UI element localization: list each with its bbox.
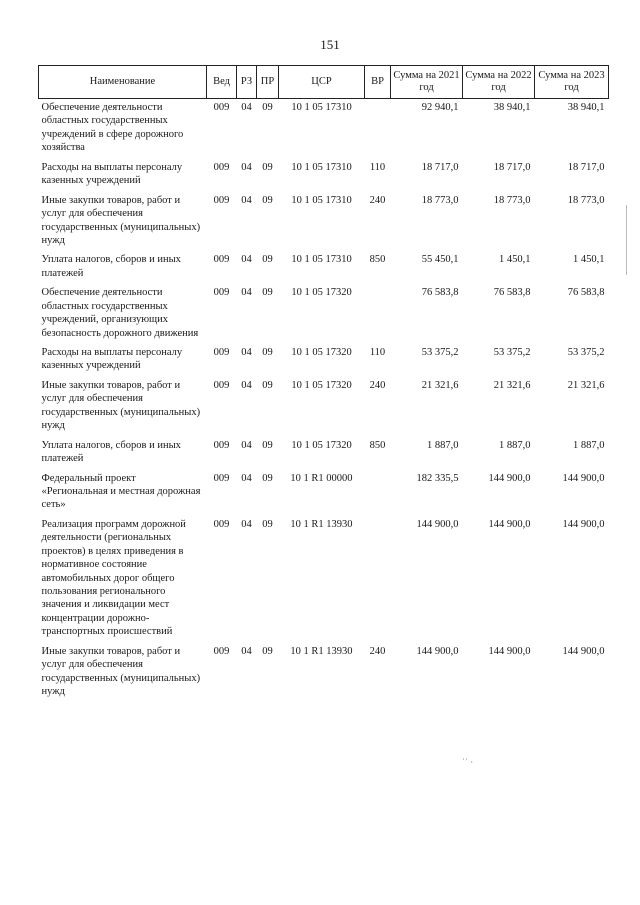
- cell-rz: 04: [241, 347, 252, 358]
- cell-ved: 009: [213, 439, 230, 451]
- table-header-row: [39, 66, 609, 99]
- cell-name: Обеспечение деятельности областных государственных учреждений, организующих безопасность дорожного движения: [41, 287, 199, 339]
- cell-sum-2021: 55 450,1: [421, 254, 459, 266]
- cell-csr: 10 1 05 17310: [291, 194, 352, 206]
- table-row: [39, 192, 609, 252]
- cell-sum-2023: 1 887,0: [573, 439, 605, 451]
- cell-pr: 09: [262, 379, 273, 391]
- cell-csr: 10 1 05 17310: [291, 102, 352, 113]
- cell-pr: 09: [262, 439, 273, 451]
- cell-sum-2023: 76 583,8: [567, 287, 605, 299]
- cell-vr: [365, 99, 391, 159]
- cell-ved: 009: [213, 518, 230, 530]
- cell-csr: 10 1 R1 00000: [290, 472, 353, 484]
- table-row: [39, 516, 609, 643]
- cell-csr: 10 1 05 17310: [291, 254, 352, 266]
- cell-ved: 009: [213, 287, 230, 299]
- cell-pr: 09: [262, 645, 273, 657]
- cell-pr: 09: [262, 518, 273, 530]
- cell-name: Федеральный проект «Региональная и местная дорожная сеть»: [41, 472, 201, 511]
- cell-pr: 09: [262, 287, 273, 299]
- cell-name: Обеспечение деятельности областных государственных учреждений в сфере дорожного хозяйства: [41, 102, 184, 154]
- cell-sum-2022: 76 583,8: [493, 287, 531, 299]
- table-row: [39, 251, 609, 284]
- cell-sum-2022: 18 773,0: [493, 194, 531, 206]
- header-rz: РЗ: [237, 66, 257, 99]
- cell-sum-2021: 144 900,0: [416, 518, 459, 530]
- cell-vr: [365, 284, 391, 344]
- cell-pr: 09: [262, 102, 273, 113]
- cell-vr: 240: [369, 379, 386, 391]
- header-name: Наименование: [39, 66, 207, 99]
- cell-sum-2023: 1 450,1: [573, 254, 605, 266]
- table-row: [39, 377, 609, 437]
- scan-smudge: ˙˙ ·: [462, 757, 474, 767]
- cell-csr: 10 1 05 17320: [291, 347, 352, 358]
- cell-name: Расходы на выплаты персоналу казенных учреждений: [41, 347, 183, 372]
- cell-name: Уплата налогов, сборов и иных платежей: [41, 439, 181, 465]
- header-sum-2023: Сумма на 2023 год: [535, 66, 609, 99]
- cell-sum-2023: 18 773,0: [567, 194, 605, 206]
- header-sum-2022: Сумма на 2022 год: [463, 66, 535, 99]
- cell-sum-2021: 53 375,2: [421, 347, 459, 358]
- cell-sum-2021: 92 940,1: [421, 102, 459, 113]
- cell-vr: [365, 516, 391, 643]
- table-row: [39, 470, 609, 516]
- cell-csr: 10 1 05 17320: [291, 379, 352, 391]
- cell-vr: 110: [369, 347, 386, 358]
- page-number: 151: [320, 37, 340, 52]
- cell-sum-2023: 18 717,0: [567, 161, 605, 173]
- cell-sum-2023: 53 375,2: [567, 347, 605, 358]
- cell-rz: 04: [241, 439, 252, 451]
- cell-sum-2021: 18 717,0: [421, 161, 459, 173]
- cell-sum-2023: 144 900,0: [562, 645, 605, 657]
- cell-rz: 04: [241, 287, 252, 299]
- cell-name: Иные закупки товаров, работ и услуг для обеспечения государственных (муниципальных) нужд: [41, 194, 201, 246]
- cell-rz: 04: [241, 645, 252, 657]
- cell-sum-2023: 144 900,0: [562, 472, 605, 484]
- cell-vr: 850: [369, 254, 386, 266]
- cell-vr: 110: [369, 161, 386, 173]
- cell-sum-2021: 76 583,8: [421, 287, 459, 299]
- cell-ved: 009: [213, 379, 230, 391]
- table-body: [39, 99, 609, 703]
- cell-sum-2022: 144 900,0: [488, 472, 531, 484]
- cell-pr: 09: [262, 194, 273, 206]
- cell-sum-2022: 144 900,0: [488, 518, 531, 530]
- table-row: [39, 344, 609, 377]
- table-row: [39, 643, 609, 703]
- cell-ved: 009: [213, 254, 230, 266]
- header-ved: Вед: [207, 66, 237, 99]
- cell-sum-2022: 53 375,2: [493, 347, 531, 358]
- scan-edge-mark: [626, 205, 627, 275]
- cell-sum-2021: 144 900,0: [416, 645, 459, 657]
- header-vr: ВР: [365, 66, 391, 99]
- cell-rz: 04: [241, 254, 252, 266]
- cell-rz: 04: [241, 379, 252, 391]
- table-row: [39, 437, 609, 470]
- cell-rz: 04: [241, 472, 252, 484]
- cell-rz: 04: [241, 161, 252, 173]
- cell-csr: 10 1 05 17320: [291, 287, 352, 299]
- cell-csr: 10 1 R1 13930: [290, 518, 353, 530]
- cell-vr: 240: [369, 645, 386, 657]
- budget-table: [38, 65, 609, 703]
- cell-pr: 09: [262, 161, 273, 173]
- cell-ved: 009: [213, 645, 230, 657]
- cell-sum-2022: 144 900,0: [488, 645, 531, 657]
- table-row: [39, 99, 609, 159]
- cell-sum-2021: 182 335,5: [416, 472, 459, 484]
- cell-sum-2021: 1 887,0: [427, 439, 459, 451]
- cell-sum-2023: 144 900,0: [562, 518, 605, 530]
- header-sum-2021: Сумма на 2021 год: [391, 66, 463, 99]
- cell-name: Реализация программ дорожной деятельности (региональных проектов) в целях приведения в нормативное состояние автомобильных дорог общего пользования регионального значения и ликвидации мест концентрации дорожно-транспортных происшествий: [41, 518, 186, 638]
- cell-rz: 04: [241, 518, 252, 530]
- cell-csr: 10 1 05 17320: [291, 439, 352, 451]
- cell-sum-2022: 18 717,0: [493, 161, 531, 173]
- cell-pr: 09: [262, 472, 273, 484]
- cell-rz: 04: [241, 194, 252, 206]
- cell-sum-2022: 1 450,1: [499, 254, 531, 266]
- cell-csr: 10 1 R1 13930: [290, 645, 353, 657]
- cell-ved: 009: [213, 161, 230, 173]
- cell-ved: 009: [213, 194, 230, 206]
- cell-sum-2022: 1 887,0: [499, 439, 531, 451]
- table-row: [39, 284, 609, 344]
- cell-rz: 04: [241, 102, 252, 113]
- cell-ved: 009: [213, 347, 230, 358]
- header-pr: ПР: [257, 66, 279, 99]
- header-csr: ЦСР: [279, 66, 365, 99]
- cell-pr: 09: [262, 254, 273, 266]
- table-row: [39, 159, 609, 192]
- cell-sum-2023: 21 321,6: [567, 379, 605, 391]
- cell-name: Уплата налогов, сборов и иных платежей: [41, 254, 181, 279]
- cell-name: Расходы на выплаты персоналу казенных учреждений: [41, 161, 183, 187]
- cell-vr: [365, 470, 391, 516]
- cell-ved: 009: [213, 472, 230, 484]
- cell-vr: 240: [369, 194, 386, 206]
- cell-sum-2022: 38 940,1: [493, 102, 531, 113]
- cell-csr: 10 1 05 17310: [291, 161, 352, 173]
- cell-name: Иные закупки товаров, работ и услуг для обеспечения государственных (муниципальных) нужд: [41, 379, 201, 432]
- cell-vr: 850: [369, 439, 386, 451]
- cell-ved: 009: [213, 102, 230, 113]
- cell-sum-2021: 18 773,0: [421, 194, 459, 206]
- cell-pr: 09: [262, 347, 273, 358]
- cell-sum-2022: 21 321,6: [493, 379, 531, 391]
- cell-name: Иные закупки товаров, работ и услуг для обеспечения государственных (муниципальных) нужд: [41, 645, 201, 698]
- cell-sum-2021: 21 321,6: [421, 379, 459, 391]
- cell-sum-2023: 38 940,1: [567, 102, 605, 113]
